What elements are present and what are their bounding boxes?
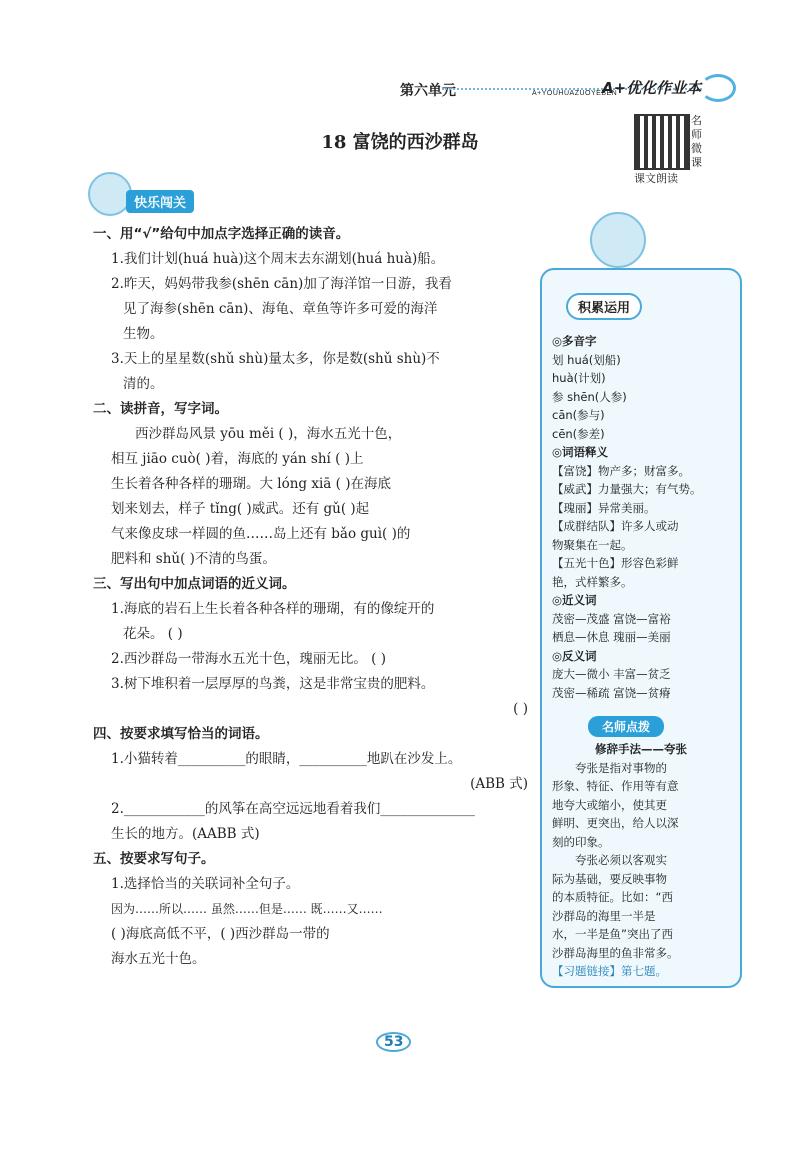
note-line: cēn(参差)	[552, 426, 605, 441]
exercise-link[interactable]: 【习题链接】第七题。	[552, 964, 667, 978]
note-line: 栖息—休息 瑰丽—美丽	[552, 630, 671, 644]
question-line: ( )海底高低不平，( )西沙群岛一带的	[111, 926, 330, 942]
note-line: 【成群结队】许多人或动	[552, 519, 679, 533]
format-hint: (ABB 式)	[470, 776, 528, 792]
note-line: 茂密—茂盛 富饶—富裕	[552, 611, 671, 626]
note-line: 划 huá(划船)	[552, 352, 621, 367]
passage-line: 相互 jiāo cuò( )着，海底的 yán shí ( )上	[111, 451, 364, 467]
tips-line: 水，一半是鱼”突出了西	[552, 927, 673, 941]
note-line: 【富饶】物产多；财富多。	[552, 463, 690, 478]
tips-heading: 修辞手法——夸张	[595, 742, 687, 756]
note-line: 【五光十色】形容色彩鲜	[552, 556, 679, 570]
note-heading: ◎多音字	[552, 334, 597, 348]
qr-side-label: 名师微课	[691, 114, 702, 169]
unit-label: 第六单元	[400, 83, 456, 99]
tips-line: 刻的印象。	[552, 834, 610, 849]
conjunction-options: 因为……所以…… 虽然……但是…… 既……又……	[111, 902, 383, 916]
section-heading: 一、用“√”给句中加点字选择正确的读音。	[93, 226, 350, 242]
brand-english: A+YOUHUAZUOYEBEN	[532, 90, 618, 97]
tips-badge: 名师点拨	[588, 716, 664, 737]
qr-caption: 课文朗读	[634, 172, 678, 185]
question-line: 生物。	[123, 326, 164, 342]
question-line: 2.____________的风筝在高空远远地看着我们______________	[111, 801, 475, 817]
passage-line: 生长着各种各样的珊瑚。大 lóng xiā ( )在海底	[111, 476, 391, 492]
note-line: 【威武】力量强大；有气势。	[552, 482, 702, 496]
question-line: 1.选择恰当的关联词补全句子。	[111, 876, 300, 892]
girl-mascot-icon	[590, 212, 646, 268]
tips-line: 形象、特征、作用等有意	[552, 779, 679, 793]
tips-line: 际为基础，要反映事物	[552, 871, 667, 886]
passage-line: 划来划去，样子 tǐng( )威武。还有 gǔ( )起	[111, 501, 370, 517]
question-line: 2.西沙群岛一带海水五光十色，瑰丽无比。 ( )	[111, 651, 386, 667]
question-line: 见了海参(shēn cān)、海龟、章鱼等许多可爱的海洋	[123, 301, 438, 317]
question-line: 花朵。 ( )	[123, 626, 183, 642]
section-heading: 四、按要求填写恰当的词语。	[93, 726, 269, 742]
page-number: 53	[376, 1032, 411, 1052]
note-heading: ◎词语释义	[552, 445, 609, 459]
swirl-icon	[700, 74, 736, 102]
note-line: 【瑰丽】异常美丽。	[552, 500, 656, 515]
section-heading: 五、按要求写句子。	[93, 851, 215, 867]
question-line: 1.我们计划(huá huà)这个周末去东湖划(huá huà)船。	[111, 251, 445, 267]
section-heading: 二、读拼音，写字词。	[93, 401, 228, 417]
tips-line: 的本质特征。比如：“西	[552, 890, 673, 904]
tips-line: 夸张是指对事物的	[575, 760, 667, 775]
section-heading: 三、写出句中加点词语的近义词。	[93, 576, 296, 592]
note-line: 庞大—微小 丰富—贫乏	[552, 667, 671, 681]
question-line: 生长的地方。(AABB 式)	[111, 826, 260, 842]
question-line: 1.小猫转着__________的眼睛，__________地趴在沙发上。	[111, 751, 462, 767]
passage-line: 西沙群岛风景 yōu měi ( )，海水五光十色，	[135, 426, 402, 442]
tips-line: 沙群岛海里的鱼非常多。	[552, 945, 679, 960]
question-line: 海水五光十色。	[111, 951, 206, 967]
passage-line: 气来像皮球一样圆的鱼……岛上还有 bǎo guì( )的	[111, 526, 411, 542]
tips-line: 地夸大或缩小，使其更	[552, 797, 667, 812]
page-title: 18 富饶的西沙群岛	[321, 132, 479, 153]
note-heading: ◎近义词	[552, 593, 597, 607]
question-line: 1.海底的岩石上生长着各种各样的珊瑚，有的像绽开的	[111, 601, 435, 617]
note-heading: ◎反义词	[552, 648, 597, 663]
note-line: huà(计划)	[552, 371, 606, 385]
answer-blank[interactable]: ( )	[513, 701, 528, 717]
tips-content	[552, 740, 730, 981]
sidebar-title: 积累运用	[566, 293, 642, 320]
note-line: 茂密—稀疏 富饶—贫瘠	[552, 685, 671, 700]
qr-code-icon[interactable]	[634, 114, 690, 170]
question-line: 清的。	[123, 376, 164, 392]
tips-line: 沙群岛的海里一半是	[552, 908, 656, 923]
note-line: 参 shēn(人参)	[552, 389, 627, 404]
section-badge: 快乐闯关	[126, 190, 194, 213]
note-line: cān(参与)	[552, 408, 605, 422]
tips-line: 鲜明、更突出，给人以深	[552, 816, 679, 830]
passage-line: 肥料和 shǔ( )不清的鸟蛋。	[111, 551, 276, 567]
tips-line: 夸张必须以客观实	[575, 853, 667, 867]
question-line: 3.天上的星星数(shǔ shù)量太多，你是数(shǔ shù)不	[111, 351, 440, 367]
sidebar-notes	[552, 332, 732, 702]
question-line: 3.树下堆积着一层厚厚的鸟粪，这是非常宝贵的肥料。	[111, 676, 435, 692]
exercise-content	[93, 222, 528, 972]
brand-name: A+优化作业本	[602, 79, 702, 97]
note-line: 艳，式样繁多。	[552, 574, 633, 589]
question-line: 2.昨天，妈妈带我参(shēn cān)加了海洋馆一日游，我看	[111, 276, 452, 292]
note-line: 物聚集在一起。	[552, 537, 633, 552]
